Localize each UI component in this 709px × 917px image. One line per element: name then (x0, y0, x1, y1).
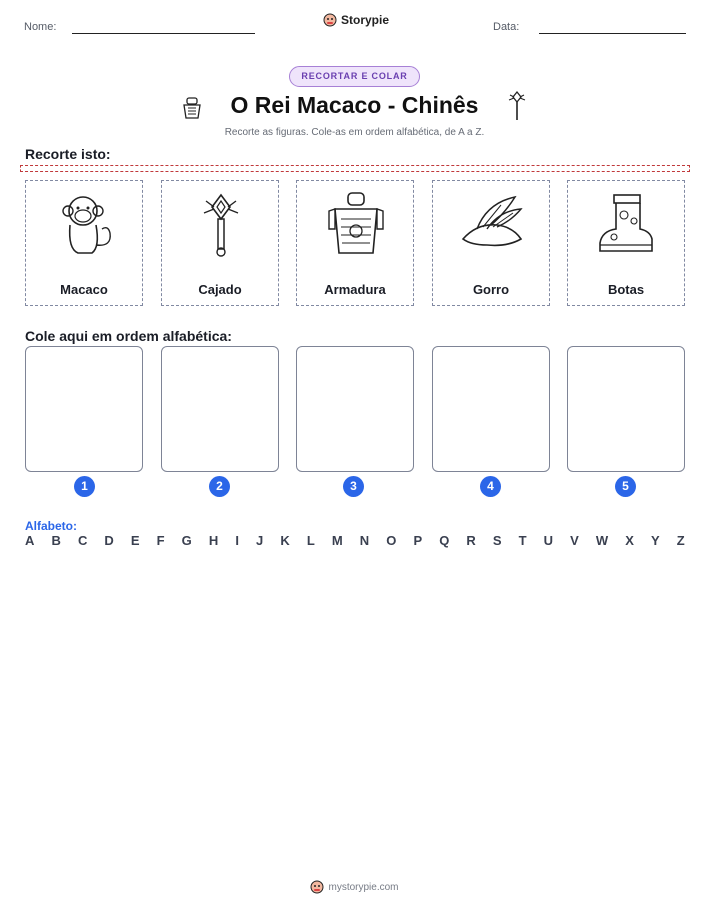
alphabet-letter: Y (650, 533, 660, 548)
monkey-icon (50, 189, 120, 259)
brand-logo (323, 13, 389, 27)
cut-card-cajado[interactable] (161, 180, 279, 306)
alphabet-letter: Q (439, 533, 450, 548)
alphabet-letter: U (543, 533, 554, 548)
alphabet-letter: P (413, 533, 423, 548)
storypie-logo-icon (323, 13, 337, 27)
slot-number-1: 1 (74, 476, 95, 497)
activity-badge: RECORTAR E COLAR (289, 66, 420, 87)
paste-slot-4[interactable] (432, 346, 550, 472)
slot-number-3: 3 (343, 476, 364, 497)
alphabet-letter: B (51, 533, 61, 548)
alphabet-letter: G (181, 533, 192, 548)
name-field[interactable] (72, 33, 255, 34)
alphabet-letter: M (331, 533, 343, 548)
slot-number-5: 5 (615, 476, 636, 497)
paste-slot-2[interactable] (161, 346, 279, 472)
page-title: O Rei Macaco - Chinês (230, 92, 479, 118)
alphabet-letter: Z (676, 533, 685, 548)
slot-number-4: 4 (480, 476, 501, 497)
paste-section-label: Cole aqui em ordem alfabética: (25, 328, 232, 344)
card-label: Macaco (60, 282, 108, 297)
instructions: Recorte as figuras. Cole-as em ordem alfabética, de A a Z. (224, 127, 485, 138)
alphabet-letter: N (359, 533, 370, 548)
cut-card-armadura[interactable] (296, 180, 414, 306)
alphabet-letter: I (235, 533, 239, 548)
alphabet-letter: S (492, 533, 502, 548)
alphabet-letter: A (25, 533, 35, 548)
paste-slot-3[interactable] (296, 346, 414, 472)
footer-url[interactable]: mystorypie.com (328, 881, 399, 893)
alphabet-letter: H (208, 533, 219, 548)
boot-icon (592, 189, 662, 259)
alphabet-row (25, 533, 685, 548)
date-label: Data: (493, 21, 520, 33)
alphabet-letter: W (595, 533, 609, 548)
alphabet-letter: D (104, 533, 114, 548)
brand-name: Storypie (341, 13, 390, 27)
alphabet-label: Alfabeto: (25, 519, 77, 533)
alphabet-letter: J (256, 533, 264, 548)
paste-slot-1[interactable] (25, 346, 143, 472)
alphabet-letter: R (466, 533, 476, 548)
alphabet-letter: T (518, 533, 527, 548)
page-footer (0, 880, 709, 894)
card-label: Botas (607, 282, 645, 297)
worksheet-header (0, 0, 709, 40)
slot-number-2: 2 (209, 476, 230, 497)
alphabet-letter: O (386, 533, 397, 548)
paste-slot-5[interactable] (567, 346, 685, 472)
cut-card-macaco[interactable] (25, 180, 143, 306)
staff-icon (506, 90, 528, 122)
date-field[interactable] (539, 33, 686, 34)
feather-cap-icon (457, 189, 527, 259)
name-label: Nome: (24, 21, 57, 33)
armor-icon (321, 189, 391, 259)
cut-section-label: Recorte isto: (25, 146, 111, 162)
alphabet-letter: C (77, 533, 88, 548)
alphabet-letter: F (156, 533, 165, 548)
cut-card-gorro[interactable] (432, 180, 550, 306)
alphabet-letter: E (130, 533, 140, 548)
alphabet-letter: X (625, 533, 634, 548)
alphabet-letter: V (570, 533, 579, 548)
alphabet-letter: L (306, 533, 315, 548)
alphabet-letter: K (280, 533, 290, 548)
card-label: Armadura (324, 282, 386, 297)
card-label: Cajado (198, 282, 242, 297)
cut-line (20, 165, 690, 172)
staff-icon (186, 189, 256, 259)
card-label: Gorro (472, 282, 510, 297)
storypie-logo-icon (310, 880, 324, 894)
cut-card-botas[interactable] (567, 180, 685, 306)
